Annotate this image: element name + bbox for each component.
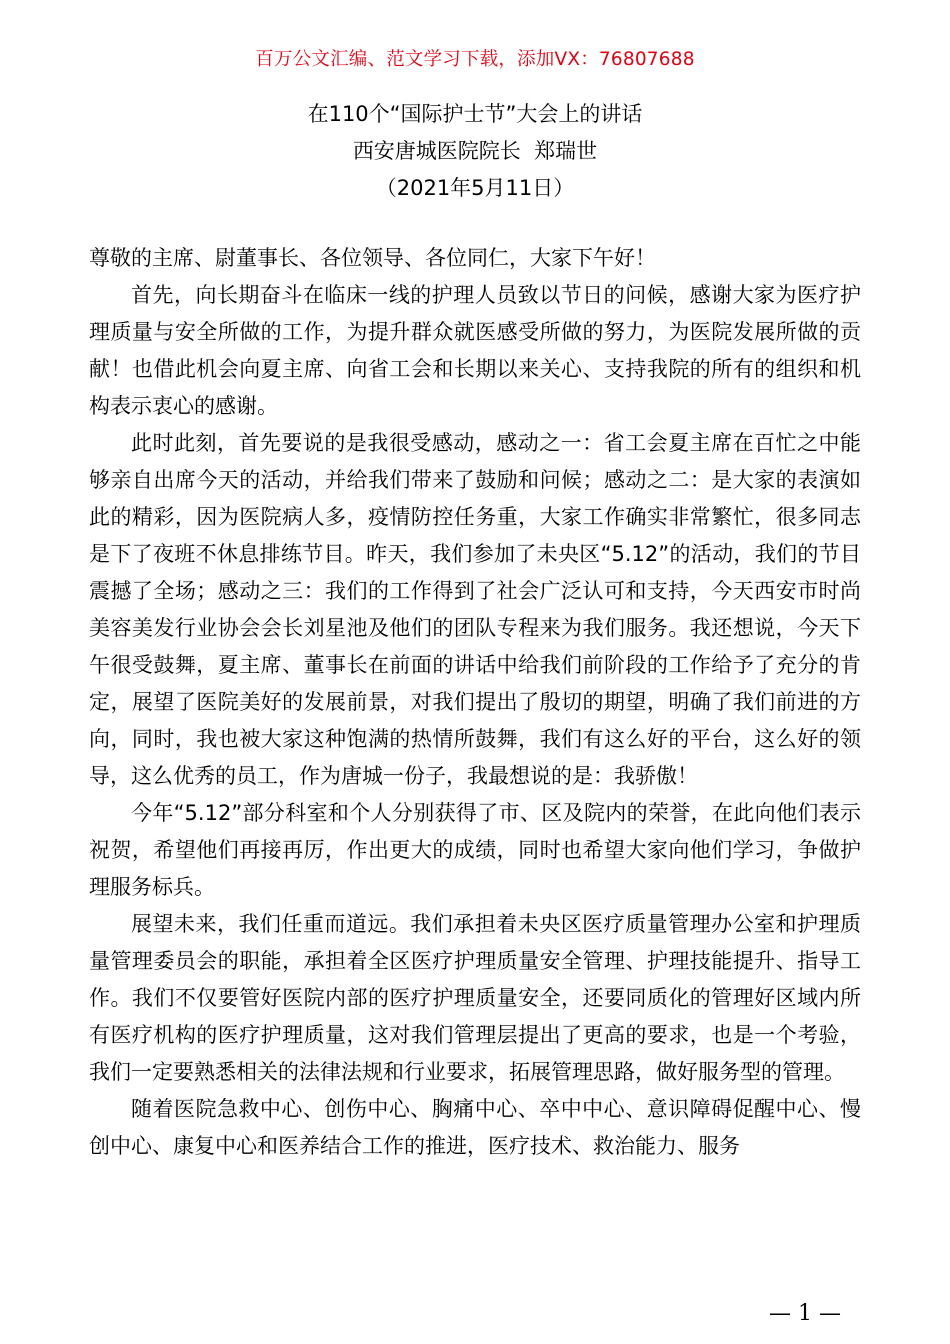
- paragraph: 此时此刻，首先要说的是我很受感动，感动之一：省工会夏主席在百忙之中能够亲自出席今天的活动，并给我们带来了鼓励和问候；感动之二：是大家的表演如此的精彩，因为医院病人多，疫情防控任务重，大家工作确实非常繁忙，很多同志是下了夜班不休息排练节目。昨天，我们参加了未央区“5.12”的活动，我们的节目震撼了全场；感动之三：我们的工作得到了社会广泛认可和支持，今天西安市时尚美容美发行业协会会长刘星池及他们的团队专程来为我们服务。我还想说，今天下午很受鼓舞，夏主席、董事长在前面的讲话中给我们前阶段的工作给予了充分的肯定，展望了医院美好的发展前景，对我们提出了殷切的期望，明确了我们前进的方向，同时，我也被大家这种饱满的热情所鼓舞，我们有这么好的平台，这么好的领导，这么优秀的员工，作为唐城一份子，我最想说的是：我骄傲！: [89, 431, 861, 788]
- paragraph: 随着医院急救中心、创伤中心、胸痛中心、卒中中心、意识障碍促醒中心、慢创中心、康复中心和医养结合工作的推进，医疗技术、救治能力、服务: [89, 1097, 861, 1158]
- page-number: — 1 —: [769, 1301, 841, 1326]
- salutation: 尊敬的主席、尉董事长、各位领导、各位同仁，大家下午好！: [89, 246, 656, 270]
- download-banner: 百万公文汇编、范文学习下载，添加VX：76807688: [255, 49, 695, 70]
- speech-title: 在110个“国际护士节”大会上的讲话: [307, 102, 643, 126]
- paragraph: 首先，向长期奋斗在临床一线的护理人员致以节日的问候，感谢大家为医疗护理质量与安全所做的工作，为提升群众就医感受所做的努力，为医院发展所做的贡献！也借此机会向夏主席、向省工会和长期以来关心、支持我院的所有的组织和机构表示衷心的感谢。: [89, 283, 861, 418]
- speech-date: （2021年5月11日）: [375, 176, 575, 200]
- paragraph: 展望未来，我们任重而道远。我们承担着未央区医疗质量管理办公室和护理质量管理委员会的职能，承担着全区医疗护理质量安全管理、护理技能提升、指导工作。我们不仅要管好医院内部的医疗护理质量安全，还要同质化的管理好区域内所有医疗机构的医疗护理质量，这对我们管理层提出了更高的要求，也是一个考验，我们一定要熟悉相关的法律法规和行业要求，拓展管理思路，做好服务型的管理。: [89, 912, 861, 1084]
- paragraph: 今年“5.12”部分科室和个人分别获得了市、区及院内的荣誉，在此向他们表示祝贺，希望他们再接再厉，作出更大的成绩，同时也希望大家向他们学习，争做护理服务标兵。: [89, 801, 861, 899]
- speech-body: [89, 240, 861, 1165]
- speaker-line: 西安唐城医院院长 郑瑞世: [352, 139, 598, 163]
- title-block: [0, 96, 950, 207]
